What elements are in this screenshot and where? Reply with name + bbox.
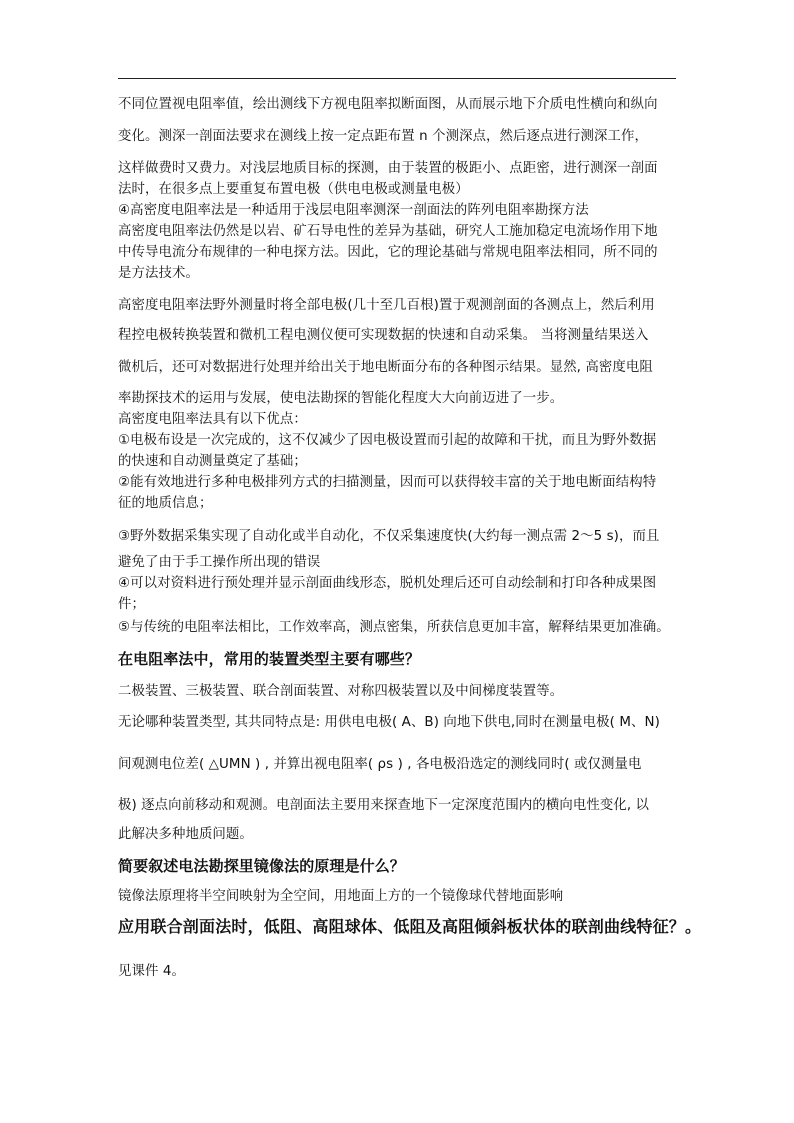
text-line: 微机后，还可对数据进行处理并给出关于地电断面分布的各种图示结果。显然, 高密度电阻 <box>118 360 653 375</box>
text-line: 见课件 4。 <box>118 964 185 979</box>
text-line: ③野外数据采集实现了自动化或半自动化，不仅采集速度快(大约每一测点需 2～5 s)，而且 <box>118 529 660 544</box>
question-heading: 在电阻率法中，常用的装置类型主要有哪些？ <box>118 650 421 668</box>
text-line: 率勘探技术的运用与发展，使电法勘探的智能化程度大大向前迈进了一步。 <box>118 391 564 406</box>
question-heading: 应用联合剖面法时，低阻、高阻球体、低阻及高阻倾斜板状体的联剖曲线特征？。 <box>118 917 702 936</box>
text-line: ①电极布设是一次完成的，这不仅减少了因电极设置而引起的故障和干扰，而且为野外数据 <box>118 433 657 448</box>
text-line: 程控电极转换装置和微机工程电测仪便可实现数据的快速和自动采集。 当将测量结果送入 <box>118 328 649 343</box>
text-line: 高密度电阻率法具有以下优点： <box>118 412 307 427</box>
text-line: 高密度电阻率法野外测量时将全部电极(几十至几百根)置于观测剖面的各测点上，然后利用 <box>118 298 655 313</box>
question-heading: 简要叙述电法勘探里镜像法的原理是什么？ <box>118 857 405 875</box>
text-line: 中传导电流分布规律的一种电探方法。因此，它的理论基础与常规电阻率法相同，所不同的 <box>118 245 658 260</box>
text-line: 变化。测深一剖面法要求在测线上按一定点距布置 n 个测深点，然后逐点进行测深工作， <box>118 129 648 144</box>
text-line: 的快速和自动测量奠定了基础； <box>118 454 307 469</box>
text-line: ④高密度电阻率法是一种适用于浅层电阻率测深一剖面法的阵列电阻率勘探方法 <box>118 203 589 218</box>
text-line: 间观测电位差( △UMN ) , 并算出视电阻率( ρs ) , 各电极沿选定的测线同时( 或仅测量电 <box>118 757 642 772</box>
text-line: ④可以对资料进行预处理并显示剖面曲线形态，脱机处理后还可自动绘制和打印各种成果图 <box>118 576 657 591</box>
text-line: 避免了由于手工操作所出现的错误 <box>118 555 321 570</box>
header-rule <box>118 78 676 79</box>
text-line: ②能有效地进行多种电极排列方式的扫描测量，因而可以获得较丰富的关于地电断面结构特 <box>118 475 657 490</box>
text-line: 这样做费时又费力。对浅层地质目标的探测，由于装置的极距小、点距密，进行测深一剖面 <box>118 161 658 176</box>
text-line: 无论哪种装置类型, 其共同特点是: 用供电电极( A、B) 向地下供电,同时在测量电极( M、N) <box>118 715 660 730</box>
text-line: 不同位置视电阻率值，绘出测线下方视电阻率拟断面图，从而展示地下介质电性横向和纵向 <box>118 97 658 112</box>
text-line: ⑤与传统的电阻率法相比，工作效率高，测点密集，所获信息更加丰富，解释结果更加准确。 <box>118 620 670 635</box>
text-line: 此解决多种地质问题。 <box>118 827 253 842</box>
text-line: 件； <box>118 597 145 612</box>
text-line: 二极装置、三极装置、联合剖面装置、对称四极装置以及中间梯度装置等。 <box>118 684 564 699</box>
text-line: 是方法技术。 <box>118 266 199 281</box>
text-line: 镜像法原理将半空间映射为全空间，用地面上方的一个镜像球代替地面影响 <box>118 889 564 904</box>
text-line: 征的地质信息； <box>118 496 213 511</box>
text-line: 极) 逐点向前移动和观测。电剖面法主要用来探查地下一定深度范围内的横向电性变化, 以 <box>118 798 650 813</box>
text-line: 法时，在很多点上要重复布置电极（供电电极或测量电极） <box>118 182 469 197</box>
text-line: 高密度电阻率法仍然是以岩、矿石导电性的差异为基础，研究人工施加稳定电流场作用下地 <box>118 224 658 239</box>
